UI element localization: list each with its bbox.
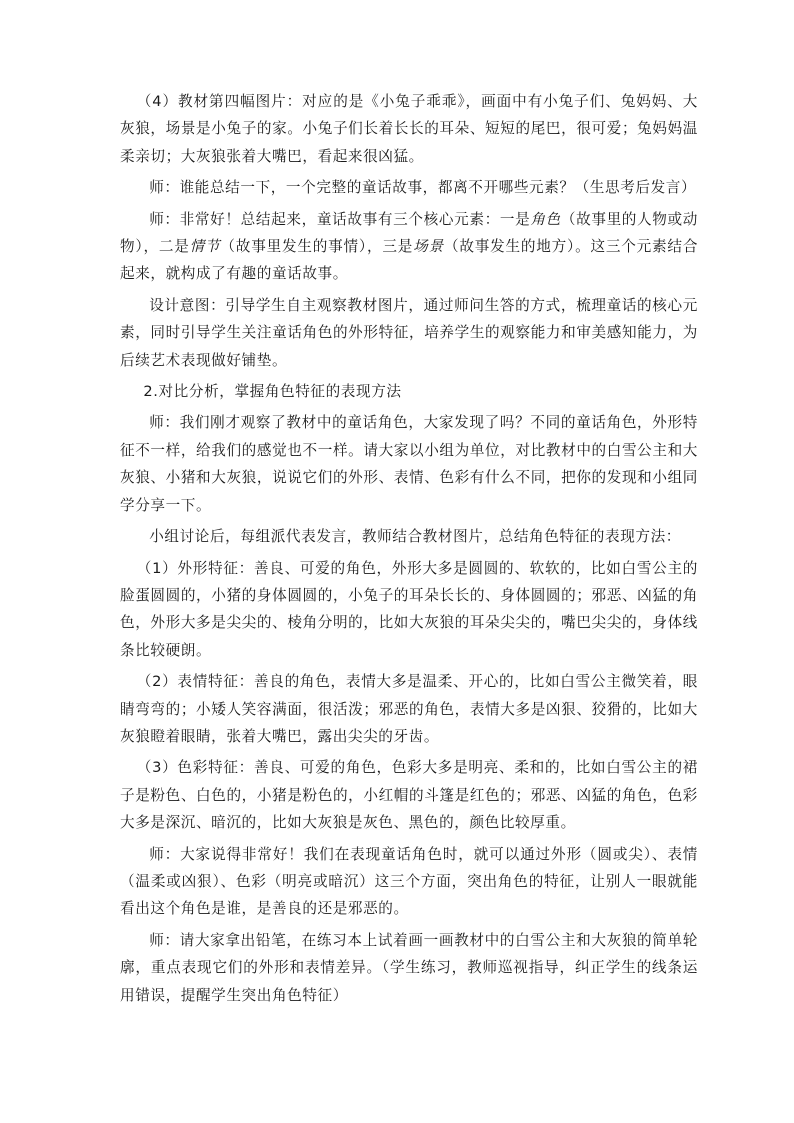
- paragraph-core-elements: [120, 206, 698, 288]
- document-body: [120, 88, 698, 1013]
- core-elements-text-g: （故事发生的地方）。这三个元素结合起来，就构成了有趣的童话故事。: [120, 238, 699, 283]
- paragraph-group-summary: 小组讨论后，每组派代表发言，教师结合教材图片，总结角色特征的表现方法：: [149, 528, 681, 546]
- paragraph-color-features: （3）色彩特征：善良、可爱的角色，色彩大多是明亮、柔和的，比如白雪公主的裙子是粉色、白色的，小猪是粉色的，小红帽的斗篷是红色的；邪恶、凶猛的角色，色彩大多是深沉、暗沉的，比如大灰狼是灰色、黑色的，颜色比较厚重。: [120, 759, 698, 832]
- paragraph-expression-features: （2）表情特征：善良的角色，表情大多是温柔、开心的，比如白雪公主微笑着，眼睛弯弯的；小矮人笑容满面，很活泼；邪恶的角色，表情大多是凶狠、狡猾的，比如大灰狼瞪着眼睛，张着大嘴巴，露出尖尖的牙齿。: [120, 673, 698, 745]
- paragraph-design-intent: 设计意图：引导学生自主观察教材图片，通过师问生答的方式，梳理童话的核心元素，同时引导学生关注童话角色的外形特征，培养学生的观察能力和审美感知能力，为后续艺术表现做好铺垫。: [120, 296, 698, 369]
- core-elements-text-a: 师：非常好！总结起来，童话故事有三个核心元素：一是: [149, 210, 531, 228]
- paragraph-group-task: 师：我们刚才观察了教材中的童话角色，大家发现了吗？不同的童话角色，外形特征不一样，给我们的感觉也不一样。请大家以小组为单位，对比教材中的白雪公主和大灰狼、小猪和大灰狼，说说它们的外形、表情、色彩有什么不同，把你的发现和小组同学分享一下。: [120, 414, 698, 514]
- paragraph-shape-features: （1）外形特征：善良、可爱的角色，外形大多是圆圆的、软软的，比如白雪公主的脸蛋圆圆的，小猪的身体圆圆的，小兔子的耳朵长长的、身体圆圆的；邪恶、凶猛的角色，外形大多是尖尖的、棱角分明的，比如大灰狼的耳朵尖尖的，嘴巴尖尖的，身体线条比较硬朗。: [120, 559, 698, 659]
- core-elements-text-c: （故事里的人物或动物），二是: [120, 210, 698, 256]
- paragraph-picture-four: （4）教材第四幅图片：对应的是《小兔子乖乖》，画面中有小兔子们、兔妈妈、大灰狼，场景是小兔子的家。小兔子们长着长长的耳朵、短短的尾巴，很可爱；兔妈妈温柔亲切；大灰狼张着大嘴巴，看起来很凶猛。: [120, 93, 698, 165]
- section-heading-comparison: 2.对比分析，掌握角色特征的表现方法: [143, 383, 402, 401]
- term-setting: 场景: [413, 238, 444, 256]
- paragraph-drawing-practice: 师：请大家拿出铅笔，在练习本上试着画一画教材中的白雪公主和大灰狼的简单轮廓，重点表现它们的外形和表情差异。（学生练习，教师巡视指导，纠正学生的线条运用错误，提醒学生突出角色特征）: [120, 931, 698, 1004]
- paragraph-teacher-question: 师：谁能总结一下，一个完整的童话故事，都离不开哪些元素？（生思考后发言）: [149, 179, 697, 197]
- core-elements-text-e: （故事里发生的事情），三是: [220, 238, 414, 256]
- term-character: 角色: [530, 210, 561, 228]
- paragraph-teacher-conclusion: 师：大家说得非常好！我们在表现童话角色时，就可以通过外形（圆或尖）、表情（温柔或凶狠）、色彩（明亮或暗沉）这三个方面，突出角色的特征，让别人一眼就能看出这个角色是谁，是善良的还是邪恶的。: [120, 845, 698, 918]
- term-plot: 情节: [189, 238, 221, 256]
